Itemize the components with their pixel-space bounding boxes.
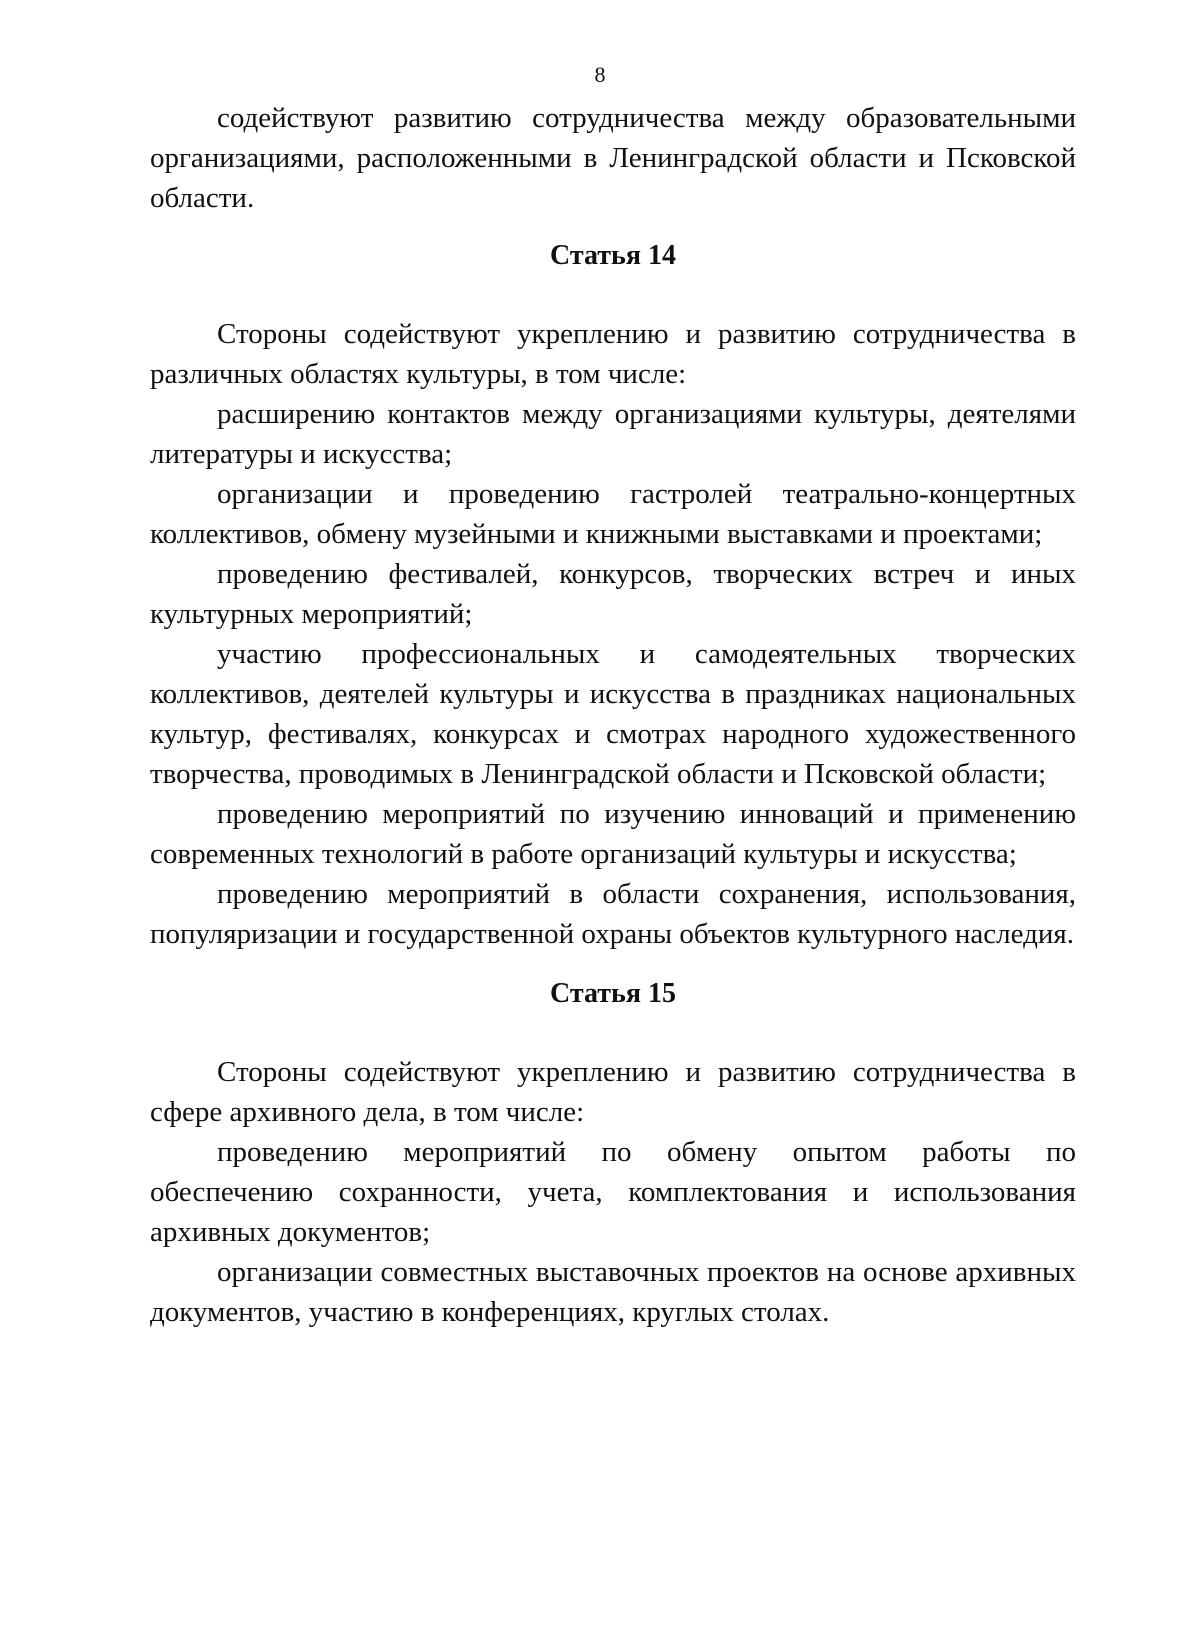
article-15-paragraph: Стороны содействуют укреплению и развитию сотрудничества в сфере архивного дела, в том числе: (150, 1056, 1076, 1128)
document-body (150, 98, 1076, 1332)
article-15-paragraph: проведению мероприятий по обмену опытом работы по обеспечению сохранности, учета, комплектования и использования архивных документов; (150, 1136, 1076, 1248)
article-15-paragraph: организации совместных выставочных проектов на основе архивных документов, участию в конференциях, круглых столах. (150, 1256, 1076, 1328)
article-14-heading: Статья 14 (550, 240, 676, 271)
article-14-paragraph: Стороны содействуют укреплению и развитию сотрудничества в различных областях культуры, в том числе: (150, 318, 1076, 390)
article-14-paragraph: проведению мероприятий в области сохранения, использования, популяризации и государственной охраны объектов культурного наследия. (150, 878, 1076, 950)
article-14-paragraph: проведению мероприятий по изучению инноваций и применению современных технологий в работе организаций культуры и искусства; (150, 798, 1076, 870)
article-14-paragraph: расширению контактов между организациями культуры, деятелями литературы и искусства; (150, 398, 1076, 470)
article-14-paragraph: участию профессиональных и самодеятельных творческих коллективов, деятелей культуры и искусства в праздниках национальных культур, фестивалях, конкурсах и смотрах народного художественного творчества, проводимых в Ленинградской области и Псковской области; (150, 638, 1076, 790)
intro-paragraph: содействуют развитию сотрудничества между образовательными организациями, расположенными в Ленинградской области и Псковской области. (150, 102, 1076, 214)
article-15-heading: Статья 15 (550, 978, 676, 1009)
page-number: 8 (594, 62, 606, 87)
article-14-paragraph: организации и проведению гастролей театрально-концертных коллективов, обмену музейными и книжными выставками и проектами; (150, 478, 1076, 550)
article-14-paragraph: проведению фестивалей, конкурсов, творческих встреч и иных культурных мероприятий; (150, 558, 1076, 630)
